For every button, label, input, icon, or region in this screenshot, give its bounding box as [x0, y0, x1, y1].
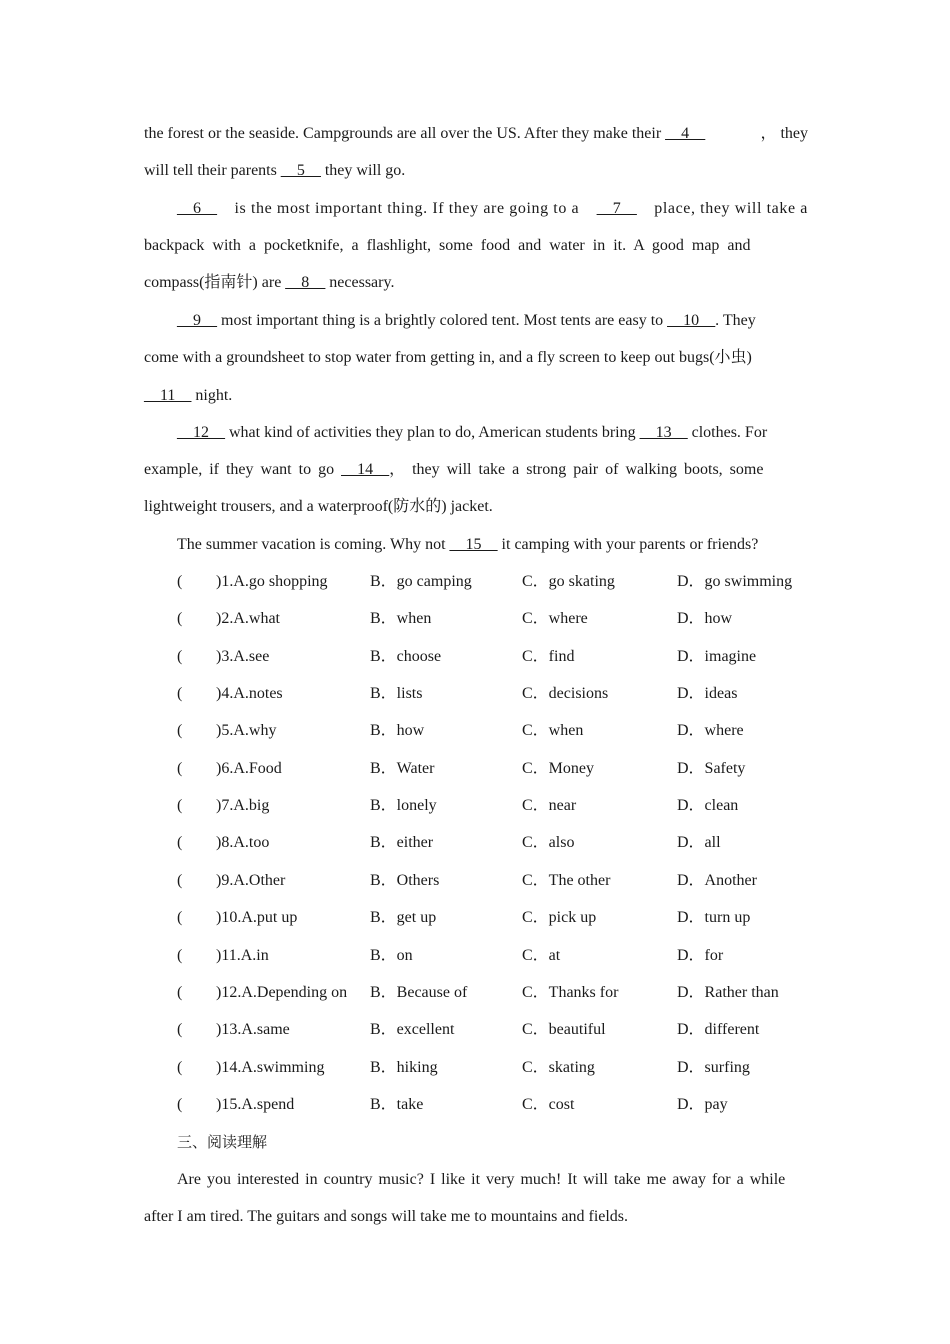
option-a: )3.A.see	[216, 648, 270, 665]
blank-6: __6__	[177, 200, 217, 217]
option-a: )15.A.spend	[216, 1096, 295, 1113]
option-c: C．cost	[522, 1096, 575, 1113]
option-a: )12.A.Depending on	[216, 984, 348, 1001]
text: will tell their parents	[144, 162, 281, 179]
answer-paren: (	[177, 648, 183, 665]
answer-paren: (	[177, 1021, 183, 1038]
blank-12: __12__	[177, 424, 225, 441]
option-b: B．go camping	[370, 573, 472, 590]
text: . They	[715, 312, 756, 329]
option-a: )9.A.Other	[216, 872, 286, 889]
answer-paren: (	[177, 610, 183, 627]
blank-7: __7__	[596, 200, 637, 217]
blank-14: __14__	[341, 461, 390, 478]
option-d: D．for	[677, 947, 724, 964]
answer-paren: (	[177, 573, 183, 590]
option-b: B．excellent	[370, 1021, 455, 1038]
option-a: )11.A.in	[216, 947, 269, 964]
text: the forest or the seaside. Campgrounds are all over the US. After they make their	[144, 125, 666, 142]
passage-line-6	[177, 311, 808, 331]
option-d: D．clean	[677, 797, 739, 814]
answer-paren: (	[177, 760, 183, 777]
reading-line-1: Are you interested in country music? I like it very much! It will take me away for a while	[177, 1171, 786, 1188]
passage-line-8	[144, 386, 808, 406]
option-d: D．turn up	[677, 909, 751, 926]
option-c: C．when	[522, 722, 584, 739]
answer-paren: (	[177, 797, 183, 814]
option-c: C．go skating	[522, 573, 615, 590]
option-c: C．beautiful	[522, 1021, 606, 1038]
option-c: C．Thanks for	[522, 984, 619, 1001]
option-c: C．near	[522, 797, 577, 814]
option-b: B．Water	[370, 760, 435, 777]
option-d: D．all	[677, 834, 721, 851]
option-a: )10.A.put up	[216, 909, 298, 926]
option-c: C．decisions	[522, 685, 609, 702]
option-b: B．choose	[370, 648, 442, 665]
option-d: D．pay	[677, 1096, 728, 1113]
option-b: B．lists	[370, 685, 423, 702]
option-d: D．Rather than	[677, 984, 779, 1001]
option-c: C．at	[522, 947, 561, 964]
option-d: D．imagine	[677, 648, 757, 665]
text: night.	[191, 387, 233, 404]
passage-line-11: lightweight trousers, and a waterproof(防水的) jacket.	[144, 498, 493, 515]
option-c: C．The other	[522, 872, 611, 889]
answer-paren: (	[177, 685, 183, 702]
option-b: B．hiking	[370, 1059, 438, 1076]
text: ， they	[760, 125, 808, 142]
option-c: C．pick up	[522, 909, 597, 926]
blank-4: __4__	[665, 125, 706, 142]
text: place, they will take a	[654, 200, 808, 217]
answer-paren: (	[177, 909, 183, 926]
passage-line-7: come with a groundsheet to stop water from getting in, and a fly screen to keep out bugs(小虫)	[144, 349, 752, 366]
option-b: B．Because of	[370, 984, 468, 1001]
option-a: )13.A.same	[216, 1021, 290, 1038]
option-c: C．where	[522, 610, 588, 627]
option-b: B．how	[370, 722, 425, 739]
option-b: B．get up	[370, 909, 437, 926]
option-b: B．take	[370, 1096, 424, 1113]
option-a: )6.A.Food	[216, 760, 282, 777]
option-a: )7.A.big	[216, 797, 270, 814]
text: most important thing is a brightly colored tent. Most tents are easy to	[217, 312, 668, 329]
option-d: D．where	[677, 722, 744, 739]
text: compass(指南针) are	[144, 274, 286, 291]
text: they will go.	[320, 162, 406, 179]
blank-15: __15__	[449, 536, 498, 553]
blank-11: __11__	[144, 387, 192, 404]
option-b: B．either	[370, 834, 434, 851]
text: is the most important thing. If they are going to a	[234, 200, 580, 217]
passage-line-12	[177, 535, 808, 555]
option-c: C．Money	[522, 760, 595, 777]
passage-line-9	[177, 423, 808, 443]
blank-13: __13__	[639, 424, 688, 441]
text: The summer vacation is coming. Why not	[177, 536, 450, 553]
reading-line-2: after I am tired. The guitars and songs will take me to mountains and fields.	[144, 1208, 629, 1225]
option-d: D．Another	[677, 872, 757, 889]
answer-paren: (	[177, 1059, 183, 1076]
option-a: )2.A.what	[216, 610, 280, 627]
answer-paren: (	[177, 984, 183, 1001]
option-b: B．lonely	[370, 797, 437, 814]
text: ， they will take a strong pair of walking boots, some	[389, 461, 764, 478]
option-a: )8.A.too	[216, 834, 270, 851]
option-c: C．skating	[522, 1059, 595, 1076]
answer-paren: (	[177, 947, 183, 964]
blank-8: __8__	[285, 274, 326, 291]
section-heading: 三、阅读理解	[177, 1133, 268, 1151]
option-a: )14.A.swimming	[216, 1059, 325, 1076]
text: clothes. For	[687, 424, 768, 441]
answer-paren: (	[177, 1096, 183, 1113]
passage-line-10	[144, 460, 808, 480]
answer-paren: (	[177, 834, 183, 851]
option-b: B．when	[370, 610, 432, 627]
passage-line-3	[177, 199, 808, 219]
passage-line-4: backpack with a pocketknife, a flashlight, some food and water in it. A good map and	[144, 237, 751, 254]
answer-paren: (	[177, 872, 183, 889]
option-d: D．how	[677, 610, 733, 627]
option-c: C．also	[522, 834, 575, 851]
option-b: B．on	[370, 947, 413, 964]
option-d: D．surfing	[677, 1059, 750, 1076]
text: example, if they want to go	[144, 461, 342, 478]
option-d: D．ideas	[677, 685, 738, 702]
option-a: )4.A.notes	[216, 685, 283, 702]
option-a: )5.A.why	[216, 722, 277, 739]
text: necessary.	[325, 274, 395, 291]
option-b: B．Others	[370, 872, 440, 889]
blank-10: __10__	[667, 312, 716, 329]
option-d: D．different	[677, 1021, 760, 1038]
passage-line-1	[144, 124, 808, 144]
blank-9: __9__	[177, 312, 217, 329]
option-d: D．go swimming	[677, 573, 793, 590]
answer-paren: (	[177, 722, 183, 739]
option-c: C．find	[522, 648, 575, 665]
option-d: D．Safety	[677, 760, 746, 777]
text: what kind of activities they plan to do, American students bring	[225, 424, 640, 441]
blank-5: __5__	[280, 162, 321, 179]
option-a: )1.A.go shopping	[216, 573, 328, 590]
passage-line-5	[144, 273, 808, 293]
text: it camping with your parents or friends?	[497, 536, 759, 553]
passage-line-2	[144, 161, 808, 181]
